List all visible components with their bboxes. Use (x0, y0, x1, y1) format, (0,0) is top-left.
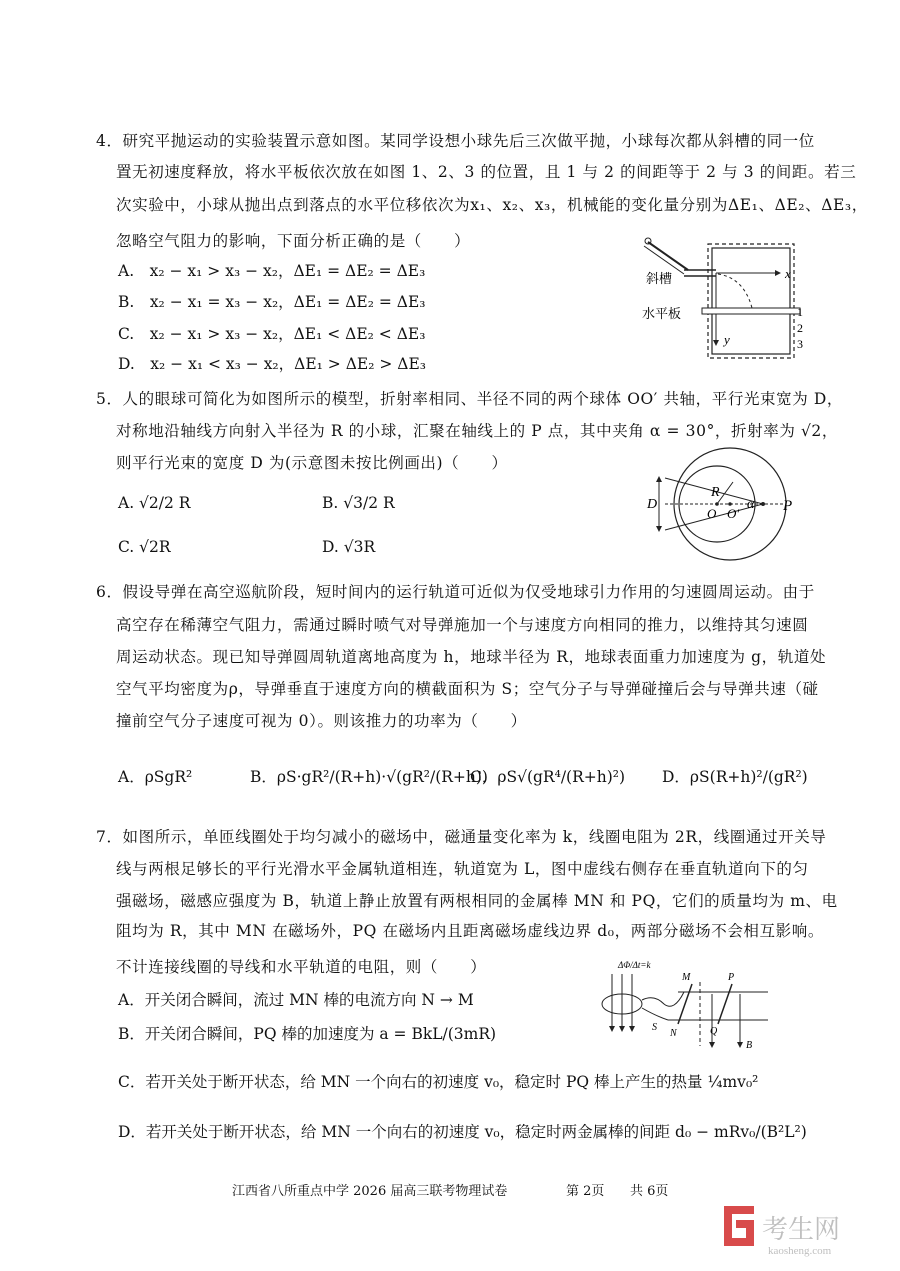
q6-line-3: 周运动状态。现已知导弹圆周轨道离地高度为 h，地球半径为 R，地球表面重力加速度为 g，轨道处 (116, 648, 827, 666)
radius-label: R (711, 485, 720, 500)
q5-option-b: B. √3/2 R (322, 494, 395, 512)
watermark-url: kaosheng.com (768, 1245, 832, 1257)
chute-label: 斜槽 (646, 271, 673, 286)
x-axis-label: x (785, 266, 791, 281)
rod-q-label: Q (710, 1026, 718, 1037)
rod-p-label: P (728, 972, 735, 983)
width-label: D (647, 497, 658, 512)
q5-figure (645, 446, 805, 562)
q6-option-a: A．ρSgR² (118, 768, 193, 786)
rod-m-label: M (682, 972, 691, 983)
q4-line-1: 4．研究平抛运动的实验装置示意如图。某同学设想小球先后三次做平抛，小球每次都从斜槽的同一位 (96, 132, 815, 150)
q7-line-5: 不计连接线圈的导线和水平轨道的电阻，则（ ） (116, 958, 487, 976)
q7-line-2: 线与两根足够长的平行光滑水平金属轨道相连，轨道宽为 L，图中虚线右侧存在垂直轨道向下的匀 (116, 860, 809, 878)
position-2-label: 2 (797, 321, 803, 335)
flux-rate-label: ΔΦ/Δt=k (618, 960, 651, 970)
footer-school: 江西省八所重点中学 2026 届高三联考物理试卷 (232, 1184, 508, 1199)
kaosheng-logo-icon (724, 1206, 754, 1246)
switch-s-label: S (652, 1022, 657, 1033)
q7-option-c: C．若开关处于断开状态，给 MN 一个向右的初速度 v₀，稳定时 PQ 棒上产生的热量 ¼mv₀² (118, 1073, 759, 1091)
q4-option-c: C. x₂ − x₁ > x₃ − x₂，ΔE₁ < ΔE₂ < ΔE₃ (118, 325, 426, 343)
position-1-label: 1 (797, 305, 803, 319)
q6-line-5: 撞前空气分子速度可视为 0）。则该推力的功率为（ ） (116, 712, 527, 730)
q4-figure (640, 228, 812, 368)
q6-line-4: 空气平均密度为ρ，导弹垂直于速度方向的横截面积为 S；空气分子与导弹碰撞后会与导弹共速（碰 (116, 680, 819, 698)
q7-line-1: 7．如图所示，单匝线圈处于均匀减小的磁场中，磁通量变化率为 k，线圈电阻为 2R，线圈通过开关导 (96, 828, 827, 846)
q7-line-3: 强磁场，磁感应强度为 B，轨道上静止放置有两根相同的金属棒 MN 和 PQ，它们的质量均为 m、电 (116, 892, 838, 910)
footer-page: 第 2页 (566, 1184, 605, 1199)
q5-option-d: D. √3R (322, 538, 376, 556)
field-b-label: B (746, 1040, 753, 1051)
q4-option-a: A. x₂ − x₁ > x₃ − x₂，ΔE₁ = ΔE₂ = ΔE₃ (118, 262, 426, 280)
q6-option-c: C．ρS√(gR⁴/(R+h)²) (470, 768, 626, 786)
center-o2-label: O′ (727, 506, 740, 521)
q7-figure (592, 954, 772, 1054)
y-axis-label: y (724, 332, 730, 347)
q5-option-a: A. √2/2 R (118, 494, 191, 512)
center-o-label: O (707, 506, 717, 521)
q6-line-2: 高空存在稀薄空气阻力，需通过瞬时喷气对导弹施加一个与速度方向相同的推力，以维持其匀速圆 (116, 616, 809, 634)
q4-line-3: 次实验中，小球从抛出点到落点的水平位移依次为x₁、x₂、x₃，机械能的变化量分别为ΔE₁、ΔE₂、ΔE₃， (116, 196, 868, 214)
q6-line-1: 6．假设导弹在高空巡航阶段，短时间内的运行轨道可近似为仅受地球引力作用的匀速圆周运动。由于 (96, 583, 815, 601)
q4-line-2: 置无初速度释放，将水平板依次放在如图 1、2、3 的位置，且 1 与 2 的间距等于 2 与 3 的间距。若三 (116, 163, 857, 181)
q6-option-b: B．ρS·gR²/(R+h)·√(gR²/(R+h)) (250, 768, 488, 786)
q5-line-3: 则平行光束的宽度 D 为(示意图未按比例画出)（ ） (116, 454, 508, 472)
q7-line-4: 阻均为 R，其中 MN 在磁场外，PQ 在磁场内且距离磁场虚线边界 d₀，两部分磁场不会相互影响。 (116, 922, 824, 940)
q6-option-d: D．ρS(R+h)²/(gR²) (662, 768, 808, 786)
footer-total: 共 6页 (630, 1184, 669, 1199)
rod-n-label: N (670, 1028, 677, 1039)
q5-line-2: 对称地沿轴线方向射入半径为 R 的小球，汇聚在轴线上的 P 点，其中夹角 α = 30°，折射率为 √2， (116, 422, 838, 440)
q5-line-1: 5．人的眼球可简化为如图所示的模型，折射率相同、半径不同的两个球体 OO′ 共轴，平行光束宽为 D， (96, 390, 844, 408)
q4-line-4: 忽略空气阻力的影响，下面分析正确的是（ ） (116, 232, 471, 250)
focus-p-label: P (783, 498, 793, 514)
q7-option-d: D．若开关处于断开状态，给 MN 一个向右的初速度 v₀，稳定时两金属棒的间距 d₀ − mRv₀/(B²L²) (118, 1123, 807, 1141)
q4-option-b: B. x₂ − x₁ = x₃ − x₂，ΔE₁ = ΔE₂ = ΔE₃ (118, 293, 426, 311)
alpha-label: α (747, 497, 755, 512)
q7-option-a: A．开关闭合瞬间，流过 MN 棒的电流方向 N → M (118, 991, 474, 1009)
position-3-label: 3 (797, 337, 803, 351)
q7-option-b: B．开关闭合瞬间，PQ 棒的加速度为 a = BkL/(3mR) (118, 1025, 497, 1043)
watermark-logo (722, 1200, 872, 1260)
watermark-name: 考生网 (762, 1215, 841, 1244)
plate-label: 水平板 (642, 306, 682, 321)
q5-option-c: C. √2R (118, 538, 171, 556)
q4-option-d: D. x₂ − x₁ < x₃ − x₂，ΔE₁ > ΔE₂ > ΔE₃ (118, 355, 426, 373)
